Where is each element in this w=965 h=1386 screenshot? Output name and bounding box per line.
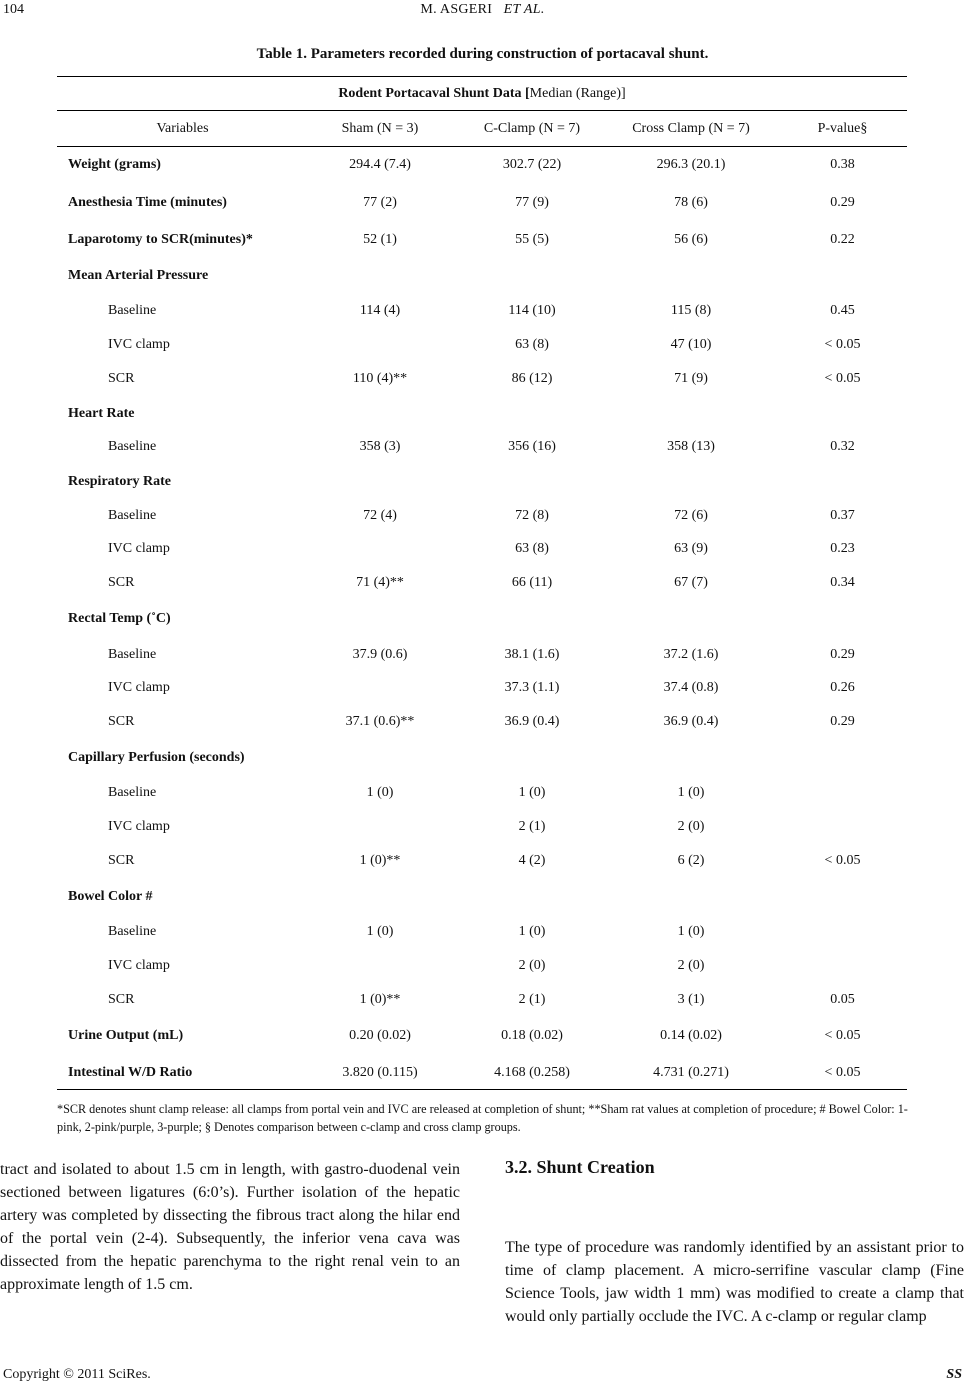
table-row xyxy=(0,157,965,177)
table-row xyxy=(0,680,965,700)
row-label: Baseline xyxy=(108,924,157,939)
running-head xyxy=(0,2,965,18)
cell-sham: 1 (0)** xyxy=(359,992,401,1007)
copyright-notice: Copyright © 2011 SciRes. xyxy=(3,1367,151,1382)
cell-p-value: < 0.05 xyxy=(824,853,861,868)
table-header-title xyxy=(57,86,907,102)
row-label: Respiratory Rate xyxy=(68,474,172,489)
table-bottom-rule xyxy=(57,1089,907,1090)
cell-cclamp: 63 (8) xyxy=(515,337,549,352)
row-label: Urine Output (mL) xyxy=(68,1028,184,1043)
cell-cross-clamp: 67 (7) xyxy=(674,575,708,590)
cell-p-value: 0.38 xyxy=(830,157,855,172)
row-label: SCR xyxy=(108,714,135,729)
cell-p-value: 0.26 xyxy=(830,680,855,695)
cell-cross-clamp: 78 (6) xyxy=(674,195,708,210)
cell-p-value: 0.29 xyxy=(830,647,855,662)
table-caption: Table 1. Parameters recorded during construction of portacaval shunt. xyxy=(256,46,709,62)
row-label: Laparotomy to SCR(minutes)* xyxy=(68,232,253,247)
cell-cross-clamp: 1 (0) xyxy=(677,924,705,939)
cell-p-value: 0.22 xyxy=(830,232,855,247)
cell-cclamp: 2 (0) xyxy=(518,958,546,973)
cell-p-value: 0.34 xyxy=(830,575,855,590)
cell-p-value: 0.29 xyxy=(830,714,855,729)
row-label: SCR xyxy=(108,853,135,868)
row-label: Baseline xyxy=(108,303,157,318)
table-row xyxy=(0,232,965,252)
left-column-text xyxy=(0,1158,460,1296)
cell-p-value: < 0.05 xyxy=(824,1065,861,1080)
cell-cclamp: 302.7 (22) xyxy=(502,157,562,172)
cell-cross-clamp: 56 (6) xyxy=(674,232,708,247)
cell-sham: 37.9 (0.6) xyxy=(352,647,408,662)
cell-cclamp: 114 (10) xyxy=(508,303,556,318)
row-label: IVC clamp xyxy=(108,541,170,556)
table-row xyxy=(0,371,965,391)
cell-sham: 1 (0) xyxy=(366,924,394,939)
cell-sham: 114 (4) xyxy=(359,303,401,318)
cell-cclamp: 4 (2) xyxy=(518,853,546,868)
table-row xyxy=(0,575,965,595)
row-label: SCR xyxy=(108,992,135,1007)
cell-cclamp: 37.3 (1.1) xyxy=(504,680,560,695)
row-label: Heart Rate xyxy=(68,406,135,421)
row-label: Bowel Color # xyxy=(68,889,153,904)
table-row xyxy=(0,958,965,978)
cell-sham: 0.20 (0.02) xyxy=(349,1028,411,1043)
running-head-authors: M. ASGERI xyxy=(420,2,493,17)
cell-cross-clamp: 37.2 (1.6) xyxy=(663,647,719,662)
cell-cross-clamp: 63 (9) xyxy=(674,541,708,556)
cell-cross-clamp: 3 (1) xyxy=(677,992,705,1007)
table-header-title-bold: Rodent Portacaval Shunt Data [ xyxy=(338,86,530,101)
table-row xyxy=(0,889,965,909)
cell-cclamp: 0.18 (0.02) xyxy=(501,1028,563,1043)
cell-sham: 3.820 (0.115) xyxy=(342,1065,418,1080)
cell-sham: 358 (3) xyxy=(359,439,401,454)
cell-p-value: 0.29 xyxy=(830,195,855,210)
row-label: Baseline xyxy=(108,785,157,800)
cell-cclamp: 36.9 (0.4) xyxy=(504,714,560,729)
table-row xyxy=(0,337,965,357)
row-label: Baseline xyxy=(108,647,157,662)
cell-cclamp: 2 (1) xyxy=(518,819,546,834)
cell-p-value: 0.05 xyxy=(830,992,855,1007)
column-header-sham: Sham (N = 3) xyxy=(341,121,419,136)
cell-sham: 294.4 (7.4) xyxy=(349,157,411,172)
table-row xyxy=(0,1028,965,1048)
table-row xyxy=(0,647,965,667)
table-row xyxy=(0,992,965,1012)
cell-cross-clamp: 358 (13) xyxy=(667,439,715,454)
cell-cclamp: 72 (8) xyxy=(515,508,549,523)
row-label: IVC clamp xyxy=(108,337,170,352)
cell-p-value: 0.32 xyxy=(830,439,855,454)
cell-cross-clamp: 36.9 (0.4) xyxy=(663,714,719,729)
cell-cross-clamp: 1 (0) xyxy=(677,785,705,800)
cell-cross-clamp: 2 (0) xyxy=(677,958,705,973)
cell-cross-clamp: 72 (6) xyxy=(674,508,708,523)
column-header-variables: Variables xyxy=(156,121,209,136)
cell-cclamp: 1 (0) xyxy=(518,924,546,939)
column-header-p-value: P-value§ xyxy=(817,121,868,136)
cell-p-value: < 0.05 xyxy=(824,371,861,386)
cell-cross-clamp: 6 (2) xyxy=(677,853,705,868)
cell-cross-clamp: 4.731 (0.271) xyxy=(653,1065,729,1080)
table-row xyxy=(0,750,965,770)
table-footnote: *SCR denotes shunt clamp release: all clamps from portal vein and IVC are released at completion of shunt; **Sham rat values at completion of procedure; # Bowel Color: 1-pink, 2-pink/purple, 3-purple; § Denotes comparison between c-clamp and cross clamp groups. xyxy=(57,1102,908,1134)
journal-abbreviation: SS xyxy=(946,1367,962,1382)
row-label: Capillary Perfusion (seconds) xyxy=(68,750,245,765)
row-label: SCR xyxy=(108,371,135,386)
running-head-et-al: ET AL. xyxy=(503,2,545,17)
table-title-rule xyxy=(57,110,907,111)
table-header-title-normal: Median (Range)] xyxy=(529,86,626,101)
row-label: IVC clamp xyxy=(108,680,170,695)
cell-cclamp: 356 (16) xyxy=(508,439,556,454)
cell-cclamp: 1 (0) xyxy=(518,785,546,800)
row-label: Baseline xyxy=(108,508,157,523)
cell-cclamp: 55 (5) xyxy=(515,232,549,247)
cell-cclamp: 66 (11) xyxy=(511,575,553,590)
table-row xyxy=(0,924,965,944)
table-row xyxy=(0,439,965,459)
table-row xyxy=(0,195,965,215)
cell-cross-clamp: 37.4 (0.8) xyxy=(663,680,719,695)
table-row xyxy=(0,303,965,323)
cell-cross-clamp: 71 (9) xyxy=(674,371,708,386)
cell-sham: 71 (4)** xyxy=(356,575,404,590)
row-label: SCR xyxy=(108,575,135,590)
cell-cclamp: 38.1 (1.6) xyxy=(504,647,560,662)
table-row xyxy=(0,268,965,288)
cell-sham: 52 (1) xyxy=(363,232,397,247)
row-label: Baseline xyxy=(108,439,157,454)
cell-p-value: < 0.05 xyxy=(824,337,861,352)
cell-p-value: 0.23 xyxy=(830,541,855,556)
cell-cclamp: 2 (1) xyxy=(518,992,546,1007)
table-row xyxy=(0,714,965,734)
table-row xyxy=(0,541,965,561)
cell-cross-clamp: 296.3 (20.1) xyxy=(656,157,726,172)
row-label: Mean Arterial Pressure xyxy=(68,268,209,283)
cell-sham: 1 (0) xyxy=(366,785,394,800)
cell-cclamp: 86 (12) xyxy=(511,371,553,386)
cell-cclamp: 63 (8) xyxy=(515,541,549,556)
cell-cross-clamp: 0.14 (0.02) xyxy=(660,1028,722,1043)
row-label: IVC clamp xyxy=(108,958,170,973)
row-label: Weight (grams) xyxy=(68,157,161,172)
cell-cross-clamp: 2 (0) xyxy=(677,819,705,834)
table-row xyxy=(0,474,965,494)
body-paragraph-left: tract and isolated to about 1.5 cm in length, with gastro-duodenal vein sectioned between ligatures (6:0’s). Further isolation of the hepatic artery was completed by dissecting the fibrous tract along the hilar end of the portal vein (2-4). Subsequently, the inferior vena cava was dissected from the hepatic parenchyma to the right renal vein to an approximate length of 1.5 cm. xyxy=(0,1161,460,1293)
row-label: Rectal Temp (˚C) xyxy=(68,611,171,626)
table-row xyxy=(0,1065,965,1085)
table-header-rule xyxy=(57,146,907,147)
table-row xyxy=(0,611,965,631)
row-label: IVC clamp xyxy=(108,819,170,834)
section-heading: 3.2. Shunt Creation xyxy=(505,1157,655,1177)
cell-cross-clamp: 47 (10) xyxy=(670,337,712,352)
body-paragraph-right: The type of procedure was randomly identified by an assistant prior to time of clamp placement. A micro-serrifine vascular clamp (Fine Science Tools, jaw width 1 mm) was modified to create a clamp that would only partially occlude the IVC. A c-clamp or regular clamp xyxy=(505,1239,964,1325)
row-label: Anesthesia Time (minutes) xyxy=(68,195,227,210)
cell-p-value: 0.37 xyxy=(830,508,855,523)
table-row xyxy=(0,853,965,873)
cell-cclamp: 77 (9) xyxy=(515,195,549,210)
cell-sham: 110 (4)** xyxy=(352,371,408,386)
cell-p-value: < 0.05 xyxy=(824,1028,861,1043)
table-row xyxy=(0,785,965,805)
cell-sham: 37.1 (0.6)** xyxy=(345,714,415,729)
cell-sham: 77 (2) xyxy=(363,195,397,210)
table-row xyxy=(0,508,965,528)
cell-sham: 72 (4) xyxy=(363,508,397,523)
cell-p-value: 0.45 xyxy=(830,303,855,318)
row-label: Intestinal W/D Ratio xyxy=(68,1065,193,1080)
page-number: 104 xyxy=(3,2,24,17)
right-column-text xyxy=(505,1236,964,1328)
table-row xyxy=(0,819,965,839)
column-header-cross-clamp: Cross Clamp (N = 7) xyxy=(632,121,750,136)
table-top-rule xyxy=(57,76,907,77)
cell-cross-clamp: 115 (8) xyxy=(670,303,712,318)
column-header-cclamp: C-Clamp (N = 7) xyxy=(483,121,581,136)
cell-sham: 1 (0)** xyxy=(359,853,401,868)
cell-cclamp: 4.168 (0.258) xyxy=(494,1065,570,1080)
table-row xyxy=(0,406,965,426)
